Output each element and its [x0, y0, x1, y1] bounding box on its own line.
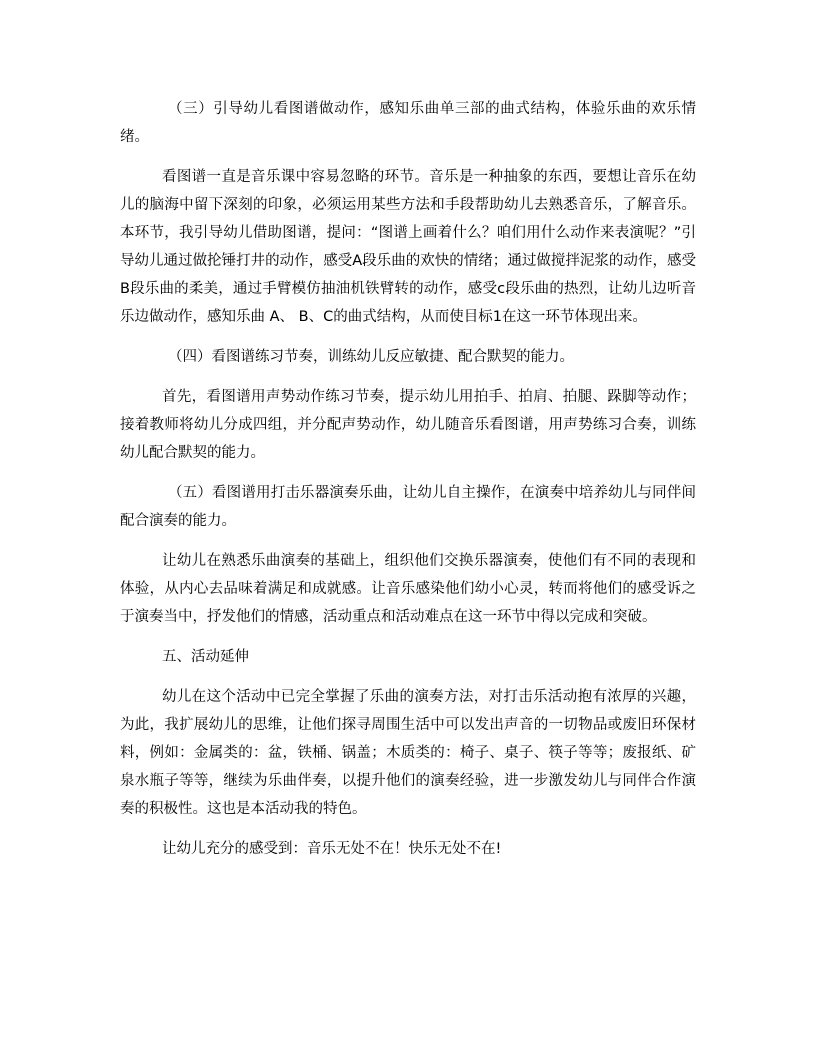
closing-paragraph: 让幼儿充分的感受到：音乐无处不在！快乐无处不在! — [162, 841, 502, 857]
document-body — [120, 95, 696, 875]
section-heading-3: （三）引导幼儿看图谱做动作，感知乐曲单三部的曲式结构，体验乐曲的欢乐情绪。 — [120, 101, 696, 145]
body-paragraph: 看图谱一直是音乐课中容易忽略的环节。音乐是一种抽象的东西，要想让音乐在幼儿的脑海中留下深刻的印象，必须运用某些方法和手段帮助幼儿去熟悉音乐，了解音乐。本环节，我引导幼儿借助图谱，提问：“图谱上画着什么？咱们用什么动作来表演呢？”引导幼儿通过做抡锤打井的动作，感受A段乐曲的欢快的情绪；通过做搅拌泥浆的动作，感受B段乐曲的柔美，通过手臂模仿抽油机铁臂转的动作，感受c段乐曲的热烈，让幼儿边听音乐边做动作，感知乐曲 A、 B、C的曲式结构，从而使目标1在这一环节体现出来。 — [120, 169, 696, 325]
section-heading-5: （五）看图谱用打击乐器演奏乐曲，让幼儿自主操作，在演奏中培养幼儿与同伴间配合演奏的能力。 — [120, 485, 696, 529]
body-paragraph: 让幼儿在熟悉乐曲演奏的基础上，组织他们交换乐器演奏，使他们有不同的表现和体验，从内心去品味着满足和成就感。让音乐感染他们幼小心灵，转而将他们的感受诉之于演奏当中，抒发他们的情感，活动重点和活动难点在这一环节中得以完成和突破。 — [120, 553, 696, 625]
section-heading-activity-extension: 五、活动延伸 — [162, 649, 249, 665]
section-heading-4: （四）看图谱练习节奏，训练幼儿反应敏捷、配合默契的能力。 — [168, 349, 574, 365]
body-paragraph: 幼儿在这个活动中已完全掌握了乐曲的演奏方法，对打击乐活动抱有浓厚的兴趣，为此，我扩展幼儿的思维，让他们探寻周围生活中可以发出声音的一切物品或废旧环保材料，例如：金属类的：盆，铁桶、锅盖；木质类的：椅子、桌子、筷子等等；废报纸、矿泉水瓶子等等，继续为乐曲伴奏，以提升他们的演奏经验，进一步激发幼儿与同伴合作演奏的积极性。这也是本活动我的特色。 — [120, 689, 696, 817]
body-paragraph: 首先，看图谱用声势动作练习节奏，提示幼儿用拍手、拍肩、拍腿、跺脚等动作；接着教师将幼儿分成四组，并分配声势动作，幼儿随音乐看图谱，用声势练习合奏，训练幼儿配合默契的能力。 — [120, 389, 696, 461]
